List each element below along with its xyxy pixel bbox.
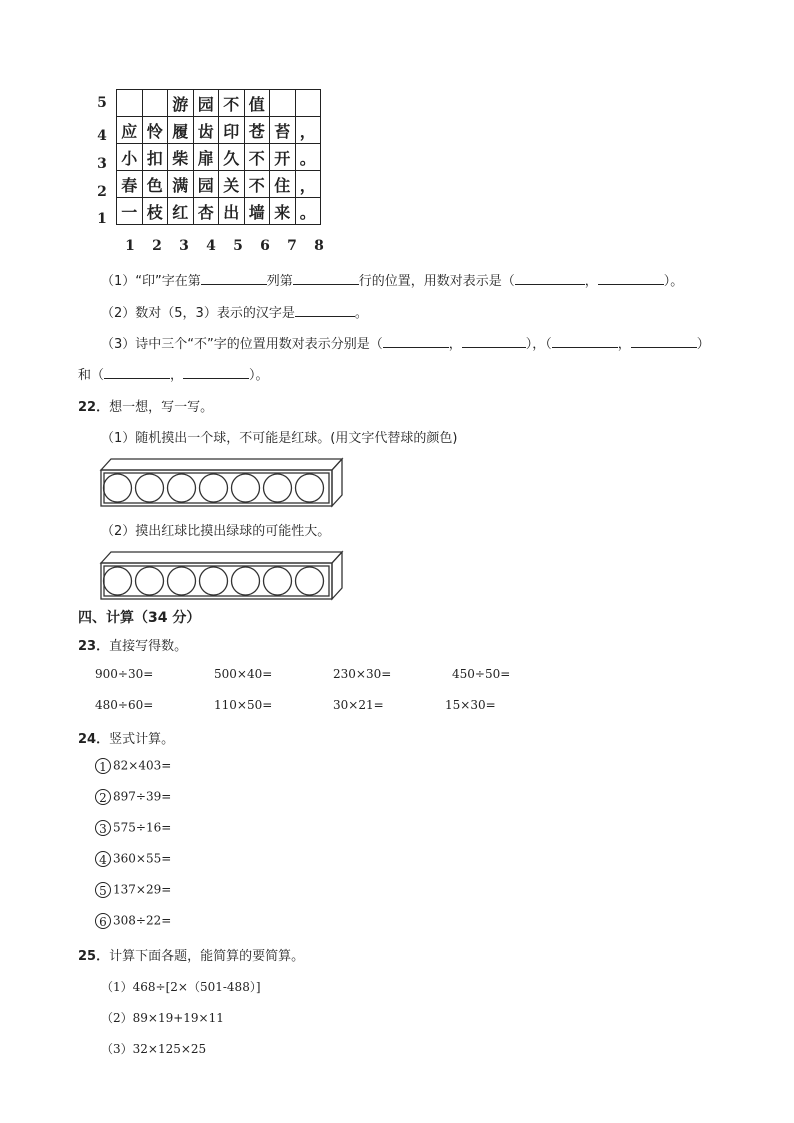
grid-cell: 苔 bbox=[270, 117, 296, 144]
grid-cell: 小 bbox=[117, 144, 143, 171]
q25-title: 计算下面各题，能简算的要简算。 bbox=[109, 949, 305, 964]
q25-item: （2）89×19+19×11 bbox=[101, 1011, 224, 1025]
ball-slot bbox=[264, 474, 292, 502]
grid-cell: 值 bbox=[244, 90, 270, 117]
q24-item-text: 897÷39= bbox=[113, 789, 172, 804]
grid-cell: ， bbox=[295, 171, 321, 198]
q21-p3-text-b: ， bbox=[448, 337, 462, 352]
grid-cell bbox=[117, 90, 143, 117]
grid-cell bbox=[142, 90, 168, 117]
grid-cell: 怜 bbox=[142, 117, 168, 144]
q24-item-text: 82×403= bbox=[113, 758, 172, 773]
col-label-1: 1 bbox=[125, 238, 135, 254]
grid-cell: 出 bbox=[219, 198, 245, 225]
grid-cell: 苍 bbox=[244, 117, 270, 144]
box-side bbox=[332, 459, 342, 506]
ball-slot bbox=[168, 567, 196, 595]
grid-cell: 。 bbox=[295, 144, 321, 171]
grid-cell: 关 bbox=[219, 171, 245, 198]
q21-p1-text-c: 行的位置，用数对表示是（ bbox=[358, 274, 515, 289]
row-label-4: 4 bbox=[97, 128, 107, 144]
q22-heading bbox=[78, 396, 213, 415]
row-label-3: 3 bbox=[97, 156, 107, 172]
answer-blank[interactable] bbox=[598, 272, 664, 285]
box-side bbox=[332, 552, 342, 599]
q21-p1-text-b: 列第 bbox=[266, 274, 293, 289]
ball-slot bbox=[232, 474, 260, 502]
grid-cell: 春 bbox=[117, 171, 143, 198]
q24-title: 竖式计算。 bbox=[109, 732, 175, 747]
q22-number: 22． bbox=[78, 400, 110, 415]
circled-number: 4 bbox=[95, 851, 111, 867]
q21-part1 bbox=[101, 270, 683, 289]
q23-item: 110×50= bbox=[214, 698, 273, 712]
grid-cell: 满 bbox=[168, 171, 194, 198]
q21-p1-text-a: （1）“印”字在第 bbox=[101, 274, 201, 289]
q21-p3-text-f: 和（ bbox=[78, 368, 105, 383]
circled-number: 1 bbox=[95, 758, 111, 774]
q22-part1: （1）随机摸出一个球，不可能是红球。(用文字代替球的颜色) bbox=[101, 431, 458, 446]
grid-row bbox=[117, 90, 321, 117]
grid-cell: 红 bbox=[168, 198, 194, 225]
circled-number: 6 bbox=[95, 913, 111, 929]
row-label-1: 1 bbox=[97, 211, 107, 227]
grid-cell: 枝 bbox=[142, 198, 168, 225]
col-label-6: 6 bbox=[260, 238, 270, 254]
grid-cell bbox=[295, 90, 321, 117]
answer-blank[interactable] bbox=[462, 335, 526, 348]
grid-cell: 柴 bbox=[168, 144, 194, 171]
q24-item bbox=[95, 913, 171, 929]
q21-p3-text-e: ） bbox=[696, 337, 710, 352]
q24-number: 24． bbox=[78, 732, 110, 747]
answer-blank[interactable] bbox=[383, 335, 449, 348]
section-4-title: 四、计算（34 分） bbox=[78, 610, 201, 626]
ball-slot bbox=[136, 474, 164, 502]
q21-p3-text-h: ）。 bbox=[249, 368, 269, 383]
q22-title: 想一想，写一写。 bbox=[109, 400, 214, 415]
grid-cell: 色 bbox=[142, 171, 168, 198]
q21-part3-cont bbox=[78, 364, 269, 383]
q24-item-text: 137×29= bbox=[113, 882, 172, 897]
q24-item bbox=[95, 758, 171, 774]
q21-p1-text-e: ）。 bbox=[663, 274, 684, 289]
answer-blank[interactable] bbox=[552, 335, 618, 348]
circled-number: 2 bbox=[95, 789, 111, 805]
ball-slot bbox=[296, 474, 324, 502]
q23-number: 23． bbox=[78, 639, 110, 654]
grid-row bbox=[117, 171, 321, 198]
grid-cell: 印 bbox=[219, 117, 245, 144]
ball-slot bbox=[232, 567, 260, 595]
grid-row bbox=[117, 198, 321, 225]
grid-cell: 履 bbox=[168, 117, 194, 144]
q24-item-text: 575÷16= bbox=[113, 820, 172, 835]
grid-cell bbox=[270, 90, 296, 117]
answer-blank[interactable] bbox=[104, 366, 170, 379]
circled-number: 3 bbox=[95, 820, 111, 836]
answer-blank[interactable] bbox=[631, 335, 697, 348]
q23-item: 15×30= bbox=[445, 698, 496, 712]
grid-cell: 。 bbox=[295, 198, 321, 225]
col-label-3: 3 bbox=[179, 238, 189, 254]
q25-heading bbox=[78, 945, 304, 964]
grid-cell: 扣 bbox=[142, 144, 168, 171]
q21-part2 bbox=[101, 302, 368, 321]
ball-slot bbox=[264, 567, 292, 595]
answer-blank[interactable] bbox=[293, 272, 359, 285]
col-label-5: 5 bbox=[233, 238, 243, 254]
answer-blank[interactable] bbox=[295, 304, 355, 317]
answer-blank[interactable] bbox=[201, 272, 267, 285]
q24-item bbox=[95, 789, 171, 805]
circled-number: 5 bbox=[95, 882, 111, 898]
ball-slot bbox=[104, 474, 132, 502]
ball-slot bbox=[168, 474, 196, 502]
q24-item bbox=[95, 851, 171, 867]
grid-cell: 杏 bbox=[193, 198, 219, 225]
q23-item: 900÷30= bbox=[95, 667, 154, 681]
grid-cell: 不 bbox=[244, 171, 270, 198]
grid-cell: 齿 bbox=[193, 117, 219, 144]
q21-p2-text-b: 。 bbox=[354, 306, 368, 321]
q25-item: （3）32×125×25 bbox=[101, 1042, 207, 1056]
grid-cell: 开 bbox=[270, 144, 296, 171]
box-top bbox=[101, 459, 342, 470]
poem-grid bbox=[116, 89, 321, 225]
grid-cell: 不 bbox=[244, 144, 270, 171]
q21-p2-text-a: （2）数对（5，3）表示的汉字是 bbox=[101, 306, 295, 321]
ball-slot bbox=[104, 567, 132, 595]
q21-p3-text-d: ， bbox=[617, 337, 631, 352]
q24-item bbox=[95, 820, 171, 836]
col-label-8: 8 bbox=[314, 238, 324, 254]
q23-heading bbox=[78, 635, 187, 654]
q23-item: 230×30= bbox=[333, 667, 392, 681]
q21-p1-text-d: ， bbox=[584, 274, 598, 289]
grid-cell: 墙 bbox=[244, 198, 270, 225]
q21-p3-text-a: （3）诗中三个“不”字的位置用数对表示分别是（ bbox=[101, 337, 383, 352]
row-label-5: 5 bbox=[97, 95, 107, 111]
ball-slot bbox=[296, 567, 324, 595]
grid-row bbox=[117, 144, 321, 171]
ball-slot bbox=[136, 567, 164, 595]
q24-item-text: 308÷22= bbox=[113, 913, 172, 928]
q23-item: 480÷60= bbox=[95, 698, 154, 712]
q22-part2: （2）摸出红球比摸出绿球的可能性大。 bbox=[101, 524, 331, 539]
q23-item: 450÷50= bbox=[452, 667, 511, 681]
grid-cell: 扉 bbox=[193, 144, 219, 171]
q21-p3-text-c: ），（ bbox=[525, 337, 552, 352]
grid-cell: 一 bbox=[117, 198, 143, 225]
answer-blank[interactable] bbox=[183, 366, 249, 379]
grid-cell: 久 bbox=[219, 144, 245, 171]
q23-item: 30×21= bbox=[333, 698, 384, 712]
grid-row bbox=[117, 117, 321, 144]
ball-box-2 bbox=[98, 548, 346, 603]
col-label-4: 4 bbox=[206, 238, 216, 254]
row-label-2: 2 bbox=[97, 184, 107, 200]
box-top bbox=[101, 552, 342, 563]
ball-slot bbox=[200, 474, 228, 502]
q24-item bbox=[95, 882, 171, 898]
q24-heading bbox=[78, 728, 174, 747]
q23-item: 500×40= bbox=[214, 667, 273, 681]
answer-blank[interactable] bbox=[515, 272, 585, 285]
grid-cell: 住 bbox=[270, 171, 296, 198]
grid-cell: 不 bbox=[219, 90, 245, 117]
q21-part3 bbox=[101, 333, 710, 352]
q25-number: 25． bbox=[78, 949, 110, 964]
q24-item-text: 360×55= bbox=[113, 851, 172, 866]
col-label-2: 2 bbox=[152, 238, 162, 254]
grid-cell: 来 bbox=[270, 198, 296, 225]
q21-p3-text-g: ， bbox=[170, 368, 184, 383]
col-label-7: 7 bbox=[287, 238, 297, 254]
q25-item: （1）468÷[2×（501-488）] bbox=[101, 980, 261, 994]
q23-title: 直接写得数。 bbox=[109, 639, 188, 654]
grid-cell: 应 bbox=[117, 117, 143, 144]
grid-cell: 园 bbox=[193, 90, 219, 117]
grid-cell: 园 bbox=[193, 171, 219, 198]
ball-box-1 bbox=[98, 455, 346, 510]
grid-cell: ， bbox=[295, 117, 321, 144]
ball-slot bbox=[200, 567, 228, 595]
grid-cell: 游 bbox=[168, 90, 194, 117]
